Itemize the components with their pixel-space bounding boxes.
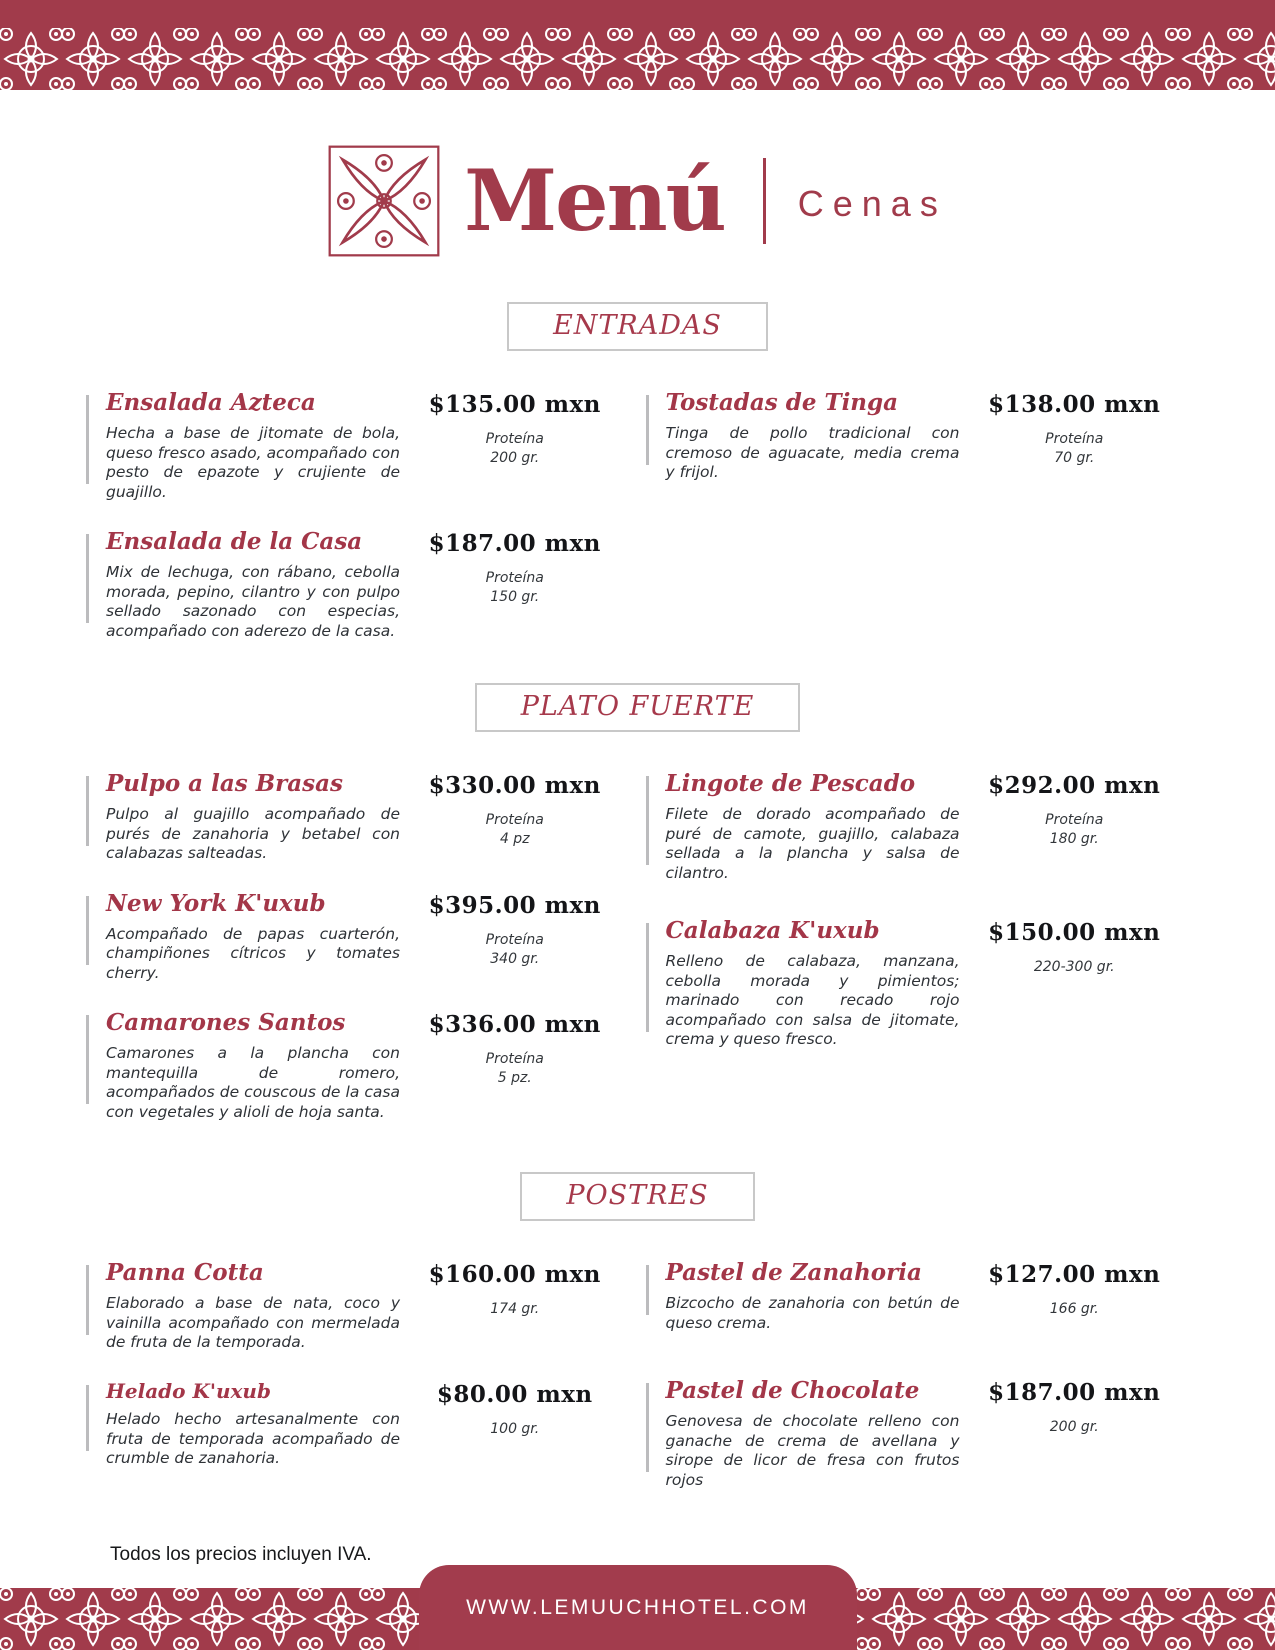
menu-item bbox=[86, 1259, 630, 1353]
item-name: Pastel de Zanahoria bbox=[665, 1259, 922, 1287]
item-price-block bbox=[960, 1377, 1190, 1490]
footer bbox=[0, 1565, 1275, 1650]
section-title: PLATO FUERTE bbox=[520, 691, 755, 723]
item-portion-value: 5 pz. bbox=[497, 1070, 532, 1087]
column-right bbox=[646, 1259, 1190, 1516]
item-price-block bbox=[400, 890, 630, 984]
item-portion-value: 200 gr. bbox=[1049, 1419, 1099, 1436]
item-price: $135.00 mxn bbox=[428, 391, 601, 418]
item-name: Ensalada Azteca bbox=[106, 389, 316, 416]
decorative-border-top-icon bbox=[0, 28, 1275, 90]
item-description: Filete de dorado acompañado de puré de camote, guajillo, calabaza sellada a la plancha y salsa de cilantro. bbox=[665, 805, 960, 882]
item-price: $160.00 mxn bbox=[428, 1261, 601, 1289]
title-divider bbox=[763, 158, 766, 244]
item-description: Genovesa de chocolate relleno con ganache de crema de avellana y sirope de licor de fresa con frutos rojos bbox=[665, 1412, 960, 1489]
item-name: Pulpo a las Brasas bbox=[106, 770, 343, 798]
item-portion-label: Proteína bbox=[485, 812, 544, 829]
item-body bbox=[646, 1377, 960, 1490]
item-name: Lingote de Pescado bbox=[665, 770, 916, 798]
item-price-block bbox=[960, 389, 1190, 483]
column-left bbox=[86, 389, 630, 667]
item-portion-value: 340 gr. bbox=[490, 950, 540, 967]
item-body bbox=[86, 890, 400, 984]
item-price-block bbox=[400, 1009, 630, 1122]
item-price-block bbox=[400, 770, 630, 864]
item-description: Relleno de calabaza, manzana, cebolla morada y pimientos; marinado con recado rojo acompañado con salsa de jitomate, crema y queso fresco. bbox=[665, 952, 960, 1049]
item-name: Camarones Santos bbox=[106, 1009, 346, 1037]
item-portion-label: Proteína bbox=[485, 431, 544, 447]
item-portion-label: Proteína bbox=[1045, 812, 1104, 829]
item-description: Helado hecho artesanalmente con fruta de temporada acompañado de crumble de zanahoria. bbox=[106, 1410, 400, 1468]
menu-item bbox=[646, 917, 1190, 1050]
item-price: $336.00 mxn bbox=[428, 1011, 601, 1039]
item-portion bbox=[400, 430, 630, 468]
item-name: Tostadas de Tinga bbox=[665, 389, 899, 416]
item-price: $292.00 mxn bbox=[988, 772, 1161, 800]
item-name: New York K'uxub bbox=[106, 889, 326, 917]
item-description: Mix de lechuga, con rábano, cebolla morada, pepino, cilantro y con pulpo sellado sazonado con especias, acompañado con aderezo de la casa. bbox=[106, 563, 400, 640]
menu-item bbox=[86, 890, 630, 984]
item-portion bbox=[960, 811, 1190, 849]
menu-item bbox=[86, 1379, 630, 1469]
item-description: Acompañado de papas cuarterón, champiñones cítricos y tomates cherry. bbox=[106, 924, 400, 982]
column-left bbox=[86, 770, 630, 1148]
item-price-block bbox=[400, 389, 630, 502]
section-plato-fuerte bbox=[0, 770, 1275, 1148]
item-portion-value: 220-300 gr. bbox=[1033, 959, 1115, 976]
menu-item bbox=[646, 389, 1190, 483]
item-body bbox=[86, 528, 400, 641]
menu-title: Menú bbox=[464, 151, 725, 250]
item-description: Camarones a la plancha con mantequilla de romero, acompañados de couscous de la casa con vegetales y alioli de hoja santa. bbox=[106, 1044, 400, 1121]
item-price: $187.00 mxn bbox=[428, 530, 601, 558]
item-body bbox=[646, 389, 960, 483]
item-portion bbox=[960, 1300, 1190, 1319]
menu-item bbox=[86, 389, 630, 502]
menu-item bbox=[646, 1259, 1190, 1333]
footer-website: WWW.LEMUUCHHOTEL.COM bbox=[466, 1595, 809, 1619]
item-name: Calabaza K'uxub bbox=[665, 917, 880, 945]
menu-item bbox=[646, 1377, 1190, 1490]
item-portion bbox=[400, 1300, 630, 1319]
section-entradas bbox=[0, 389, 1275, 667]
item-portion bbox=[400, 1420, 630, 1439]
section-title-box-plato-fuerte bbox=[475, 683, 801, 732]
item-portion-label: Proteína bbox=[485, 570, 544, 587]
item-portion-label: Proteína bbox=[485, 931, 544, 948]
logo-row bbox=[0, 142, 1275, 260]
item-portion-value: 174 gr. bbox=[490, 1301, 540, 1318]
item-body bbox=[86, 770, 400, 864]
section-title: ENTRADAS bbox=[553, 310, 722, 341]
item-description: Elaborado a base de nata, coco y vainilla acompañado con mermelada de fruta de la temporada. bbox=[106, 1294, 400, 1352]
item-body bbox=[646, 917, 960, 1050]
item-portion bbox=[400, 569, 630, 607]
column-right bbox=[646, 389, 1190, 667]
item-price: $138.00 mxn bbox=[988, 391, 1161, 418]
section-title: POSTRES bbox=[566, 1180, 709, 1212]
item-price-block bbox=[400, 1259, 630, 1353]
item-description: Bizcocho de zanahoria con betún de queso crema. bbox=[665, 1294, 960, 1332]
item-portion-value: 100 gr. bbox=[490, 1420, 540, 1437]
item-price-block bbox=[960, 917, 1190, 1050]
item-price: $187.00 mxn bbox=[988, 1379, 1161, 1407]
menu-item bbox=[86, 770, 630, 864]
item-portion bbox=[960, 430, 1190, 468]
menu-subtitle: Cenas bbox=[797, 183, 947, 224]
item-portion-value: 4 pz bbox=[499, 831, 530, 848]
item-body bbox=[646, 1259, 960, 1333]
item-portion-value: 150 gr. bbox=[490, 589, 540, 606]
item-name: Pastel de Chocolate bbox=[665, 1377, 920, 1405]
item-portion-value: 200 gr. bbox=[490, 450, 540, 466]
item-name: Ensalada de la Casa bbox=[106, 528, 363, 556]
item-price-block bbox=[960, 1259, 1190, 1333]
item-body bbox=[646, 770, 960, 883]
item-price: $150.00 mxn bbox=[988, 919, 1161, 947]
section-title-box-entradas bbox=[507, 302, 768, 351]
menu-item bbox=[646, 770, 1190, 883]
item-body bbox=[86, 1009, 400, 1122]
item-portion bbox=[400, 811, 630, 849]
item-portion-label: Proteína bbox=[1045, 431, 1104, 447]
item-price: $395.00 mxn bbox=[428, 891, 601, 919]
item-name: Panna Cotta bbox=[106, 1259, 264, 1287]
menu-item bbox=[86, 528, 630, 641]
item-price-block bbox=[400, 1379, 630, 1469]
item-portion-value: 180 gr. bbox=[1049, 831, 1099, 848]
item-price: $80.00 mxn bbox=[436, 1380, 593, 1408]
item-price: $330.00 mxn bbox=[428, 772, 601, 800]
logo-mandala-icon bbox=[328, 145, 440, 257]
item-portion-label: Proteína bbox=[485, 1051, 544, 1068]
item-portion bbox=[400, 1050, 630, 1088]
section-title-box-postres bbox=[520, 1172, 754, 1221]
column-left bbox=[86, 1259, 630, 1516]
section-postres bbox=[0, 1259, 1275, 1516]
item-price-block bbox=[400, 528, 630, 641]
item-portion-value: 70 gr. bbox=[1054, 450, 1095, 466]
item-body bbox=[86, 389, 400, 502]
item-name: Helado K'uxub bbox=[106, 1378, 271, 1403]
item-price-block bbox=[960, 770, 1190, 883]
menu-item bbox=[86, 1009, 630, 1122]
tax-note: Todos los precios incluyen IVA. bbox=[110, 1544, 372, 1566]
column-right bbox=[646, 770, 1190, 1148]
item-portion-value: 166 gr. bbox=[1049, 1301, 1099, 1318]
item-body bbox=[86, 1379, 400, 1469]
item-portion bbox=[960, 958, 1190, 977]
item-description: Pulpo al guajillo acompañado de purés de zanahoria y betabel con calabazas salteadas. bbox=[106, 805, 400, 863]
item-description: Tinga de pollo tradicional con cremoso de aguacate, media crema y frijol. bbox=[665, 424, 960, 482]
item-portion bbox=[400, 931, 630, 969]
item-body bbox=[86, 1259, 400, 1353]
item-price: $127.00 mxn bbox=[988, 1261, 1161, 1289]
item-portion bbox=[960, 1418, 1190, 1437]
item-description: Hecha a base de jitomate de bola, queso fresco asado, acompañado con pesto de epazote y crujiente de guajillo. bbox=[106, 424, 400, 501]
footer-website-tab bbox=[419, 1565, 857, 1650]
top-solid-band bbox=[0, 0, 1275, 28]
